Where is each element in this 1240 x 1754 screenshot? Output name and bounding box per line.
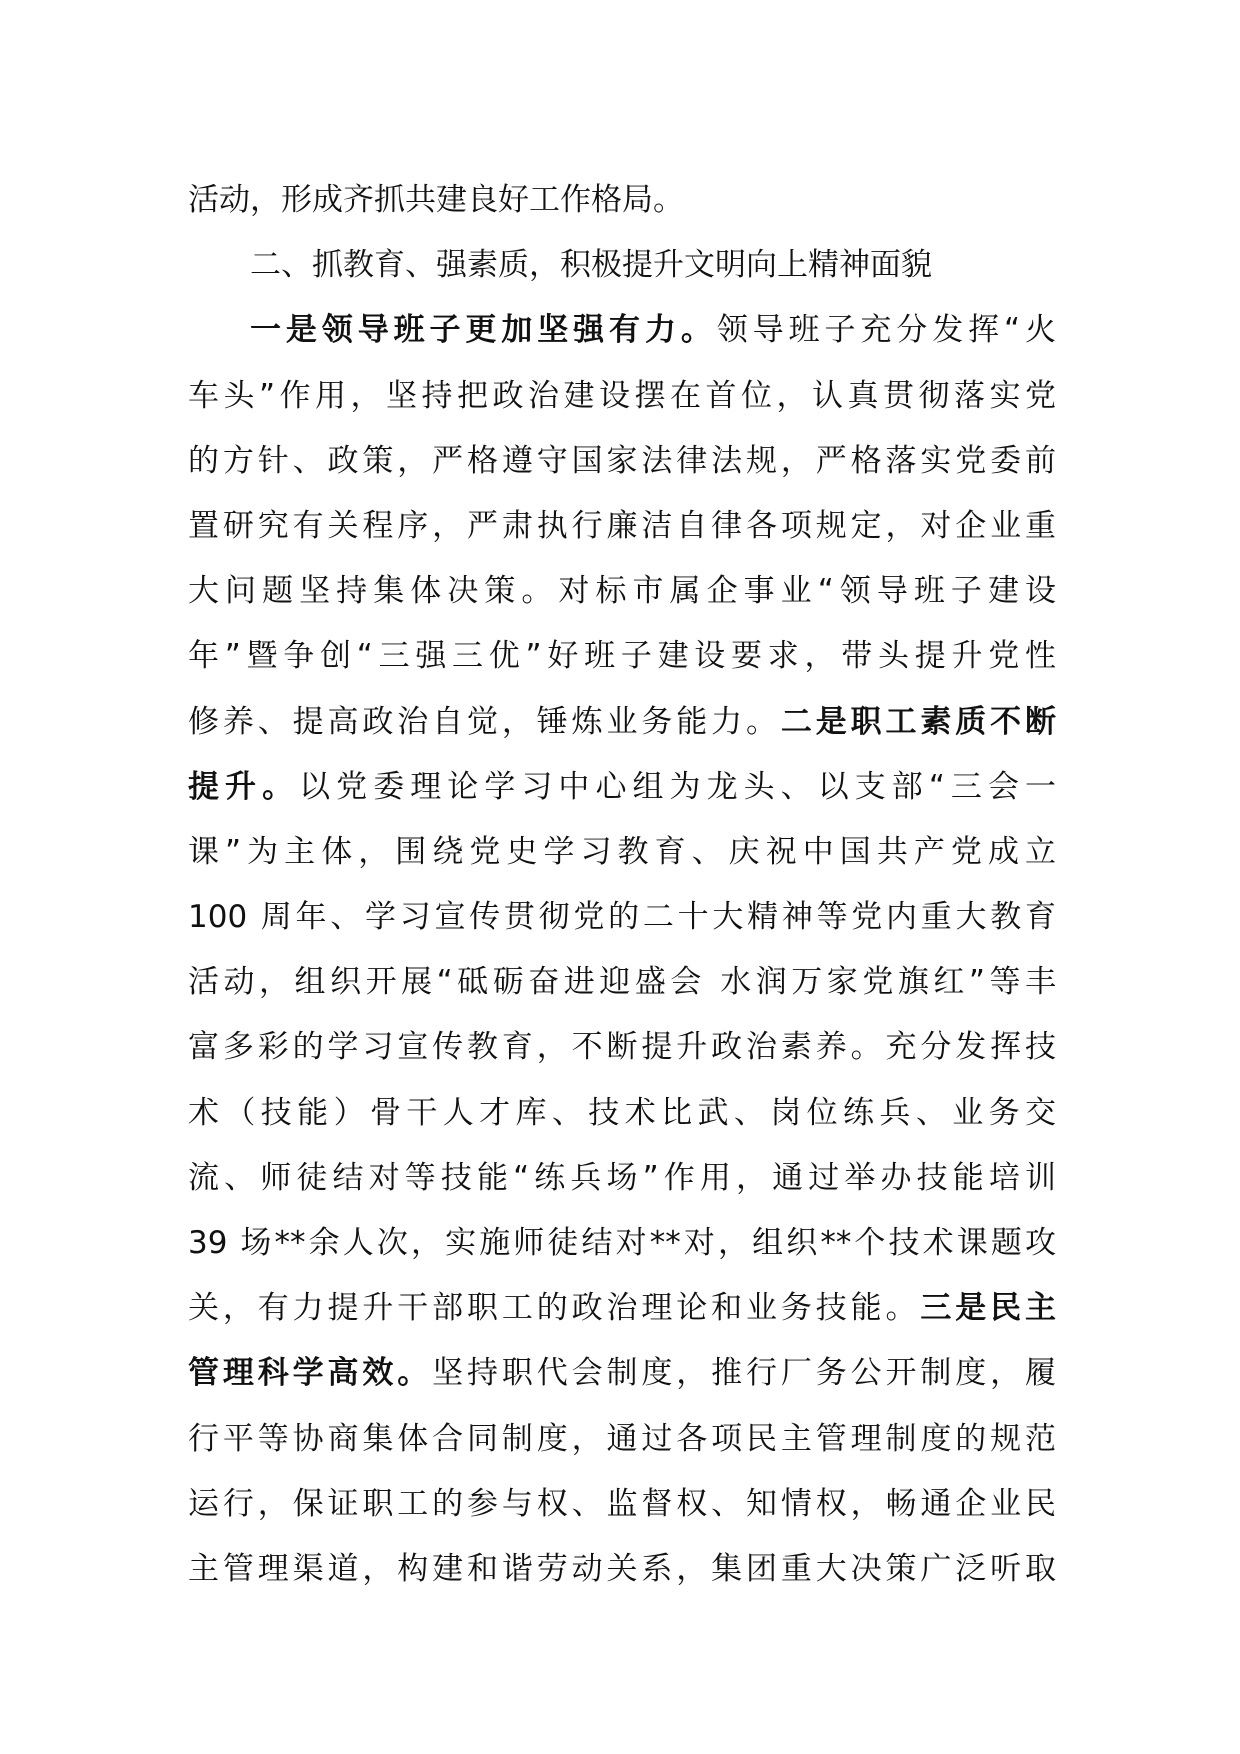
text-line: 39 场**余人次，实施师徒结对**对，组织**个技术课题攻 <box>188 1225 1056 1261</box>
text-line: 100 周年、学习宣传贯彻党的二十大精神等党内重大教育 <box>188 899 1056 936</box>
bold-lead: 三是民主 <box>920 1290 1056 1327</box>
body-text <box>188 168 1056 1602</box>
text-line: 修养、提高政治自觉，锤炼业务能力。二是职工素质不断 <box>188 703 1056 740</box>
text-line: 置研究有关程序，严肃执行廉洁自律各项规定，对企业重 <box>188 507 1056 544</box>
text-line: 管理科学高效。坚持职代会制度，推行厂务公开制度，履 <box>188 1355 1056 1392</box>
text-line: 提升。以党委理论学习中心组为龙头、以支部“三会一 <box>188 768 1056 805</box>
bold-lead: 管理科学高效。 <box>188 1355 433 1392</box>
bold-lead: 提升。 <box>188 768 300 805</box>
text-line: 富多彩的学习宣传教育，不断提升政治素养。充分发挥技 <box>188 1029 1056 1066</box>
text-line: 车头”作用，坚持把政治建设摆在首位，认真贯彻落实党 <box>188 377 1056 414</box>
bold-lead: 一是领导班子更加坚强有力。 <box>250 312 717 349</box>
text-line: 关，有力提升干部职工的政治理论和业务技能。三是民主 <box>188 1290 1056 1327</box>
text-line: 课”为主体，围绕党史学习教育、庆祝中国共产党成立 <box>188 833 1056 870</box>
text-line: 的方针、政策，严格遵守国家法律法规，严格落实党委前 <box>188 442 1056 479</box>
text-line: 主管理渠道，构建和谐劳动关系，集团重大决策广泛听取 <box>188 1550 1056 1587</box>
text-line: 一是领导班子更加坚强有力。领导班子充分发挥“火 <box>250 312 1056 349</box>
text-line: 流、师徒结对等技能“练兵场”作用，通过举办技能培训 <box>188 1159 1056 1196</box>
text-line: 运行，保证职工的参与权、监督权、知情权，畅通企业民 <box>188 1485 1056 1522</box>
text-line: 行平等协商集体合同制度，通过各项民主管理制度的规范 <box>188 1420 1056 1457</box>
section-heading: 二、抓教育、强素质，积极提升文明向上精神面貌 <box>250 247 932 284</box>
text-line: 大问题坚持集体决策。对标市属企事业“领导班子建设 <box>188 573 1056 610</box>
text-line: 年”暨争创“三强三优”好班子建设要求，带头提升党性 <box>188 638 1056 675</box>
bold-lead: 二是职工素质不断 <box>780 703 1056 740</box>
text-line: 活动，组织开展“砥砺奋进迎盛会 水润万家党旗红”等丰 <box>188 964 1056 1001</box>
text-line: 活动，形成齐抓共建良好工作格局。 <box>188 182 684 218</box>
text-line: 术（技能）骨干人才库、技术比武、岗位练兵、业务交 <box>188 1094 1056 1131</box>
